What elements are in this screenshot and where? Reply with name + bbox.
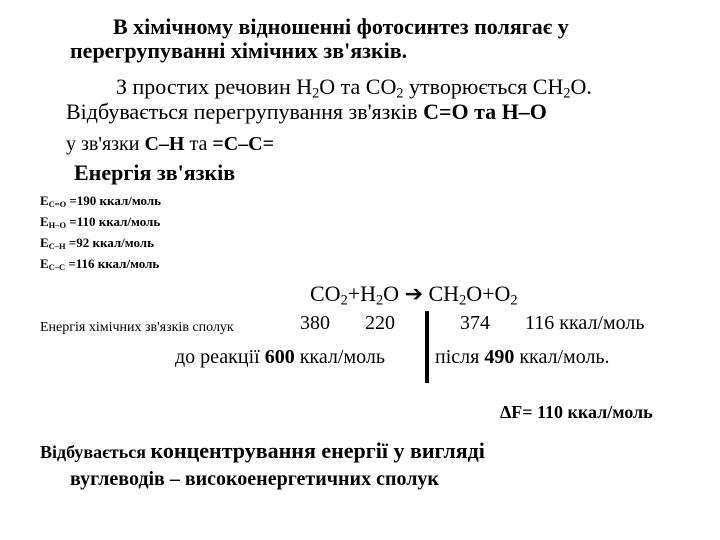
energy-ch: $E_{C-H} =92$ ккал/моль [40, 235, 154, 252]
line-9: вуглеводів – високоенергетичних сполук [70, 468, 439, 490]
value-co2: 380 [300, 312, 330, 334]
line-5: у зв'язки C–H та =C–C= [66, 133, 275, 155]
line-4: Відбувається перегрупування зв'язків C=O та H–O [66, 99, 547, 124]
energy-label: Енергія хімічних зв'язків сполук [40, 320, 234, 335]
arrow-icon: ➔ [404, 281, 423, 306]
line-8: Відбувається концентрування енергії у вигляді [40, 438, 485, 463]
line-2: перегрупуванні хімічних зв'язків. [70, 38, 408, 63]
delta-f: ΔF= 110 ккал/моль [500, 402, 653, 422]
after-reaction: після 490 ккал/моль. [435, 346, 610, 368]
energy-co: $E_{C=O} =190$ ккал/моль [40, 193, 162, 210]
reaction-equation: $CO_2+H_2O$ ➔ $CH_2O+O_2$ [310, 281, 518, 309]
divider-line [425, 311, 429, 383]
value-h2o: 220 [365, 312, 395, 334]
line-3: З простих речовин $H_2O$ та $CO_2$ утворюється $CH_2O$. [116, 74, 592, 102]
bond-energy-heading: Енергія зв'язків [74, 160, 236, 185]
energy-cc: $E_{C-C} =116$ ккал/моль [40, 256, 160, 273]
line-1: В хімічному відношенні фотосинтез полягає у [113, 14, 569, 39]
before-reaction: до реакції 600 ккал/моль [175, 346, 385, 368]
energy-ho: $E_{H-O} =110$ ккал/моль [40, 214, 161, 231]
value-ch2o: 374 [460, 312, 490, 334]
value-o2: 116 ккал/моль [525, 312, 645, 334]
